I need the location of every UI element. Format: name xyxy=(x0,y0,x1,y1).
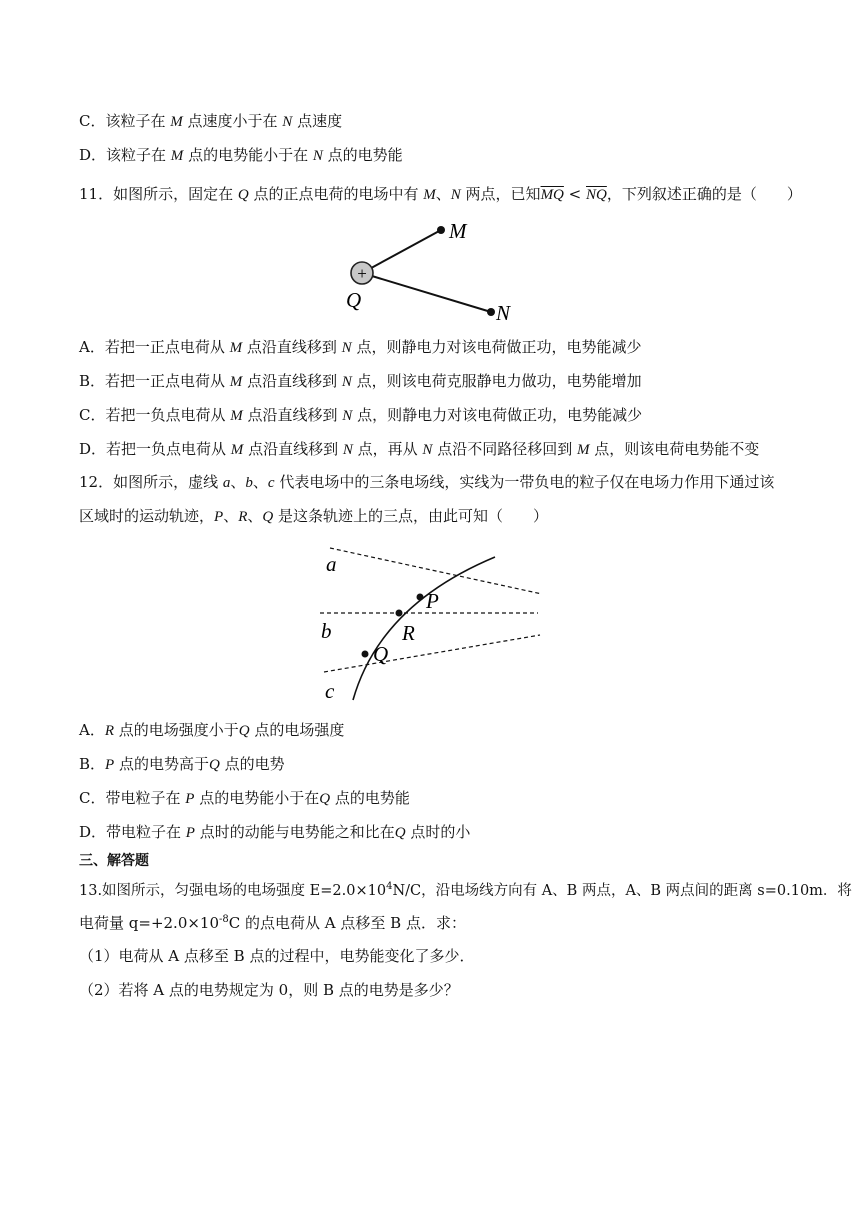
q11-point-m xyxy=(437,226,445,234)
q11-option-a: A．若把一正点电荷从 M 点沿直线移到 N 点，则静电力对该电荷做正功，电势能减少 xyxy=(79,338,642,356)
q12-label-r: R xyxy=(402,621,415,645)
q11-label-m: M xyxy=(449,219,467,243)
q11-figure xyxy=(340,218,530,328)
q10-option-d: D．该粒子在 M 点的电势能小于在 N 点的电势能 xyxy=(79,146,403,164)
q11-option-b: B．若把一正点电荷从 M 点沿直线移到 N 点，则该电荷克服静电力做功，电势能增加 xyxy=(79,372,642,390)
q12-label-p: P xyxy=(426,589,439,613)
q13-stem-line2: 电荷量 $q=+2.0\times 10^{-8}C$ 的点电荷从 A 点移至 B 点．求： xyxy=(79,914,466,932)
q12-option-b: B．P 点的电势高于Q 点的电势 xyxy=(79,755,285,773)
q11-label-n: N xyxy=(496,301,511,325)
q12-stem-line2: 区域时的运动轨迹，P、R、Q 是这条轨迹上的三点，由此可知（ ） xyxy=(79,507,549,525)
q11-stem: 11．如图所示，固定在 Q 点的正点电荷的电场中有 M、N 两点，已知$\overline{MQ} < \overline{NQ}$，下列叙述正确的是（ ） xyxy=(79,185,802,203)
q11-point-n xyxy=(487,308,495,316)
q12-option-d: D．带电粒子在 P 点时的动能与电势能之和比在Q 点时的小 xyxy=(79,823,471,841)
q11-label-q: Q xyxy=(346,288,362,312)
q12-label-b: b xyxy=(321,619,332,643)
q11-option-c: C．若把一负点电荷从 M 点沿直线移到 N 点，则静电力对该电荷做正功，电势能减少 xyxy=(79,406,643,424)
section-heading: 三、解答题 xyxy=(79,853,149,869)
q10-option-c: C．该粒子在 M 点速度小于在 N 点速度 xyxy=(79,112,343,130)
q13-stem-line1: 13.如图所示，匀强电场的电场强度 $E=2.0\times 10^4N/C$，沿电场线方向有 A、B 两点，A、B 两点间的距离 s=0.10m．将 xyxy=(79,881,852,899)
field-line-c xyxy=(324,635,540,672)
q11-option-d: D．若把一负点电荷从 M 点沿直线移到 N 点，再从 N 点沿不同路径移回到 M 点，则该电荷电势能不变 xyxy=(79,440,760,458)
q12-label-q: Q xyxy=(373,642,389,666)
q12-label-c: c xyxy=(325,679,335,703)
q13-sub-question-2: （2）若将 A 点的电势规定为 0，则 B 点的电势是多少？ xyxy=(79,981,459,999)
q12-label-a: a xyxy=(326,552,337,576)
q12-option-c: C．带电粒子在 P 点的电势能小于在Q 点的电势能 xyxy=(79,789,410,807)
particle-trajectory xyxy=(353,557,495,700)
q11-line-qn xyxy=(362,273,491,312)
q12-point-q xyxy=(362,651,369,658)
q12-stem-line1: 12．如图所示，虚线 a、b、c 代表电场中的三条电场线，实线为一带负电的粒子仅在电场力作用下通过该 xyxy=(79,473,775,491)
q12-option-a: A．R 点的电场强度小于Q 点的电场强度 xyxy=(79,721,345,739)
q12-point-p xyxy=(417,594,424,601)
q12-point-r xyxy=(396,610,403,617)
field-line-a xyxy=(330,548,542,594)
q12-figure xyxy=(310,540,550,710)
q13-sub-question-1: （1）电荷从 A 点移至 B 点的过程中，电势能变化了多少． xyxy=(79,947,475,965)
q11-line-qm xyxy=(362,230,441,273)
q11-charge-sign: + xyxy=(357,264,367,283)
